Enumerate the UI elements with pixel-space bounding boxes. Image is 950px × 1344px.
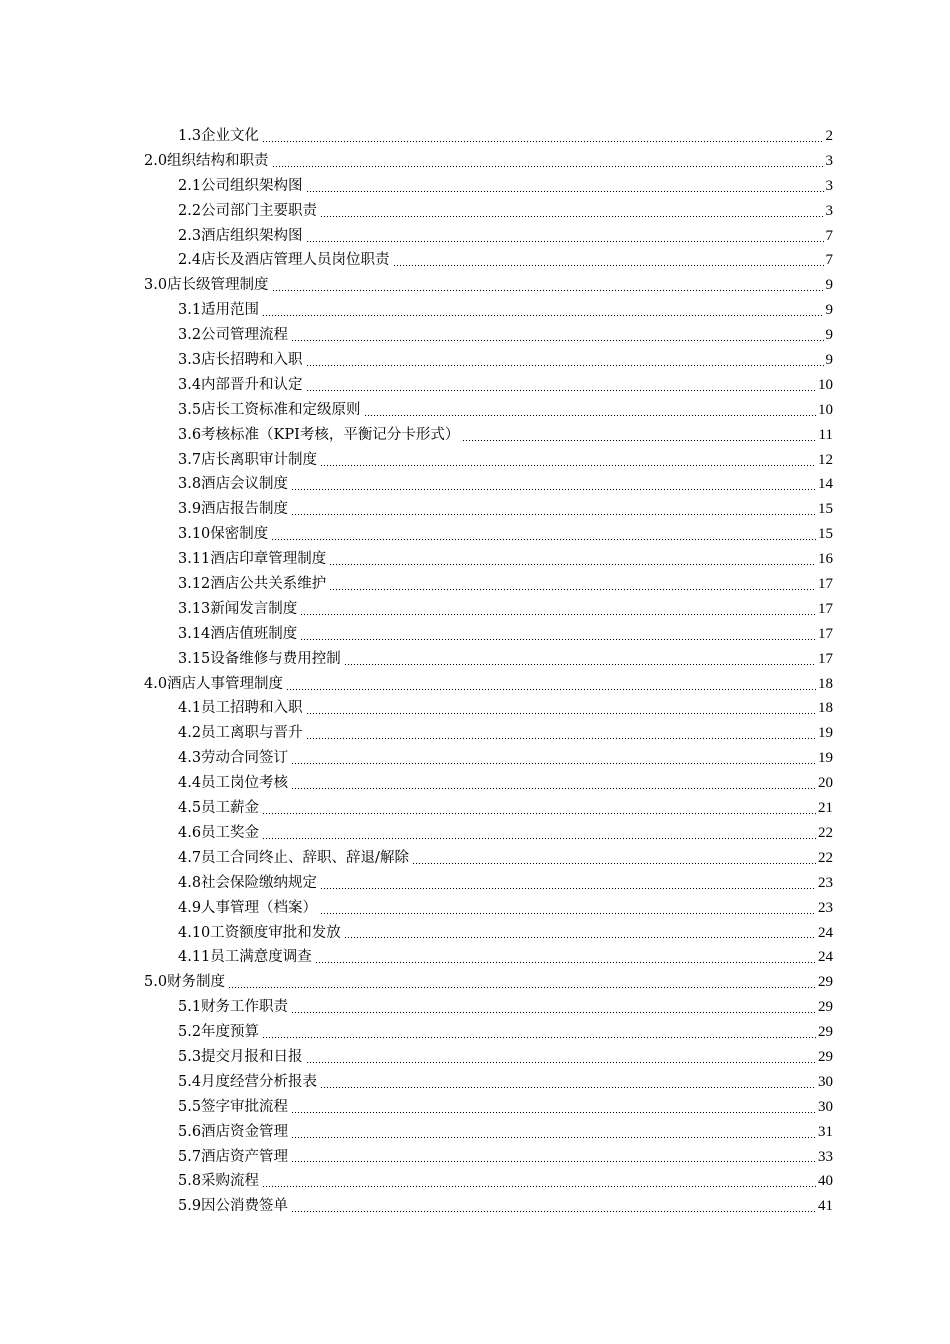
toc-dot-leader (300, 639, 816, 640)
toc-entry-label: 4.0酒店人事管理制度 (144, 675, 284, 692)
toc-entry[interactable] (178, 846, 833, 871)
toc-entry-page-number: 14 (818, 476, 833, 493)
toc-entry-page-number: 3 (825, 152, 833, 169)
toc-entry-page-number: 7 (825, 252, 833, 269)
toc-entry-page-number: 19 (818, 750, 833, 767)
toc-dot-leader (228, 987, 816, 988)
toc-dot-leader (306, 365, 824, 366)
toc-entry[interactable] (178, 1020, 833, 1045)
toc-entry-page-number: 3 (825, 202, 833, 219)
toc-entry-label: 5.5签字审批流程 (178, 1098, 289, 1115)
toc-dot-leader (320, 888, 816, 889)
toc-entry[interactable] (178, 1120, 833, 1145)
toc-entry-label: 3.12酒店公共关系维护 (178, 576, 327, 593)
toc-entry[interactable] (178, 298, 833, 323)
toc-entry-label: 4.7员工合同终止、辞职、辞退/解除 (178, 849, 409, 866)
toc-entry[interactable] (178, 124, 833, 149)
toc-dot-leader (262, 813, 816, 814)
toc-entry-label: 4.4员工岗位考核 (178, 775, 289, 792)
toc-dot-leader (291, 1112, 816, 1113)
toc-entry-page-number: 10 (818, 376, 833, 393)
toc-entry-label: 3.1适用范围 (178, 302, 260, 319)
toc-entry-page-number: 40 (818, 1173, 833, 1190)
toc-entry[interactable] (178, 497, 833, 522)
toc-entry[interactable] (178, 398, 833, 423)
toc-entry-label: 4.6员工奖金 (178, 824, 260, 841)
toc-entry[interactable] (178, 174, 833, 199)
toc-dot-leader (320, 465, 816, 466)
toc-dot-leader (286, 689, 816, 690)
toc-entry[interactable] (178, 224, 833, 249)
toc-dot-leader (291, 340, 823, 341)
toc-dot-leader (329, 589, 816, 590)
toc-entry-page-number: 9 (825, 302, 833, 319)
toc-entry-page-number: 9 (825, 327, 833, 344)
toc-entry-page-number: 20 (818, 775, 833, 792)
toc-entry-label: 4.10工资额度审批和发放 (178, 924, 341, 941)
toc-entry-page-number: 12 (818, 451, 833, 468)
toc-entry[interactable] (178, 921, 833, 946)
toc-entry-label: 3.8酒店会议制度 (178, 476, 289, 493)
toc-entry[interactable] (178, 522, 833, 547)
toc-dot-leader (262, 838, 816, 839)
toc-entry[interactable] (178, 821, 833, 846)
toc-entry[interactable] (178, 1045, 833, 1070)
toc-entry-label: 3.6考核标准（KPI考核，平衡记分卡形式） (178, 426, 460, 443)
toc-entry-page-number: 15 (818, 501, 833, 518)
toc-entry-page-number: 16 (818, 551, 833, 568)
toc-dot-leader (262, 315, 823, 316)
toc-entry[interactable] (178, 373, 833, 398)
toc-dot-leader (262, 141, 823, 142)
toc-entry-page-number: 15 (818, 526, 833, 543)
toc-entry-page-number: 7 (825, 227, 833, 244)
toc-entry-label: 3.11酒店印章管理制度 (178, 551, 327, 568)
toc-dot-leader (320, 216, 823, 217)
toc-entry-label: 5.2年度预算 (178, 1024, 260, 1041)
toc-dot-leader (306, 241, 824, 242)
toc-entry-page-number: 22 (818, 849, 833, 866)
toc-entry-label: 4.11员工满意度调查 (178, 949, 312, 966)
toc-entry-page-number: 21 (818, 800, 833, 817)
toc-dot-leader (315, 962, 816, 963)
toc-entry[interactable] (178, 746, 833, 771)
toc-entry-label: 3.7店长离职审计制度 (178, 451, 318, 468)
toc-entry-label: 5.4月度经营分析报表 (178, 1073, 318, 1090)
toc-entry[interactable] (178, 472, 833, 497)
toc-dot-leader (412, 863, 816, 864)
toc-dot-leader (291, 788, 816, 789)
toc-entry-page-number: 23 (818, 874, 833, 891)
toc-entry-page-number: 41 (818, 1198, 833, 1215)
toc-entry[interactable] (178, 796, 833, 821)
toc-entry-label: 4.1员工招聘和入职 (178, 700, 303, 717)
toc-dot-leader (262, 1186, 816, 1187)
toc-entry[interactable] (178, 1169, 833, 1194)
toc-entry[interactable] (178, 323, 833, 348)
toc-entry-label: 2.1公司组织架构图 (178, 177, 303, 194)
toc-entry-page-number: 29 (818, 974, 833, 991)
toc-entry-label: 3.10保密制度 (178, 526, 269, 543)
toc-entry-label: 1.3企业文化 (178, 128, 260, 144)
toc-dot-leader (300, 614, 816, 615)
toc-entry[interactable] (178, 1070, 833, 1095)
toc-entry-page-number: 30 (818, 1098, 833, 1115)
toc-entry-label: 3.4内部晋升和认定 (178, 376, 303, 393)
toc-entry-page-number: 23 (818, 899, 833, 916)
toc-entry[interactable] (178, 1095, 833, 1120)
toc-entry-page-number: 3 (825, 177, 833, 194)
toc-entry-label: 5.3提交月报和日报 (178, 1048, 303, 1065)
toc-entry[interactable] (178, 721, 833, 746)
toc-entry-page-number: 2 (825, 128, 833, 144)
toc-entry-page-number: 11 (818, 426, 833, 443)
toc-entry[interactable] (178, 547, 833, 572)
toc-entry-label: 3.2公司管理流程 (178, 327, 289, 344)
toc-entry[interactable] (178, 696, 833, 721)
toc-entry-label: 2.2公司部门主要职责 (178, 202, 318, 219)
toc-dot-leader (393, 265, 824, 266)
toc-dot-leader (306, 738, 816, 739)
toc-entry-page-number: 18 (818, 675, 833, 692)
toc-dot-leader (344, 937, 816, 938)
toc-entry-label: 3.9酒店报告制度 (178, 501, 289, 518)
toc-dot-leader (320, 1087, 816, 1088)
toc-entry[interactable] (178, 248, 833, 273)
toc-entry[interactable] (178, 871, 833, 896)
toc-entry-page-number: 19 (818, 725, 833, 742)
toc-entry-page-number: 17 (818, 600, 833, 617)
toc-entry[interactable] (178, 896, 833, 921)
toc-entry-page-number: 9 (825, 352, 833, 369)
toc-entry[interactable] (144, 273, 833, 298)
toc-entry-page-number: 29 (818, 1048, 833, 1065)
toc-entry-page-number: 17 (818, 625, 833, 642)
toc-entry[interactable] (178, 423, 833, 448)
toc-entry-page-number: 17 (818, 650, 833, 667)
toc-entry-label: 4.3劳动合同签订 (178, 750, 289, 767)
toc-entry-label: 3.0店长级管理制度 (144, 277, 269, 294)
toc-entry[interactable] (178, 448, 833, 473)
toc-dot-leader (320, 913, 816, 914)
toc-entry[interactable] (178, 348, 833, 373)
toc-entry-label: 5.8采购流程 (178, 1173, 260, 1190)
toc-dot-leader (272, 166, 824, 167)
toc-dot-leader (306, 390, 816, 391)
toc-entry-label: 3.3店长招聘和入职 (178, 352, 303, 369)
toc-dot-leader (364, 415, 816, 416)
toc-entry[interactable] (144, 672, 833, 697)
toc-dot-leader (462, 440, 816, 441)
toc-entry-page-number: 29 (818, 1024, 833, 1041)
toc-entry[interactable] (178, 572, 833, 597)
toc-entry[interactable] (178, 945, 833, 970)
toc-entry-page-number: 24 (818, 949, 833, 966)
toc-entry[interactable] (178, 1194, 833, 1219)
toc-entry-label: 5.9因公消费签单 (178, 1198, 289, 1215)
toc-dot-leader (291, 489, 816, 490)
toc-entry[interactable] (178, 771, 833, 796)
toc-entry-label: 5.1财务工作职责 (178, 999, 289, 1016)
toc-entry-label: 2.0组织结构和职责 (144, 152, 269, 169)
toc-entry-label: 2.3酒店组织架构图 (178, 227, 303, 244)
toc-entry[interactable] (178, 647, 833, 672)
toc-entry-page-number: 30 (818, 1073, 833, 1090)
toc-dot-leader (272, 290, 824, 291)
toc-dot-leader (262, 1037, 816, 1038)
toc-dot-leader (329, 564, 816, 565)
toc-dot-leader (306, 1062, 816, 1063)
toc-entry-label: 5.6酒店资金管理 (178, 1123, 289, 1140)
toc-entry-label: 4.2员工离职与晋升 (178, 725, 303, 742)
toc-dot-leader (291, 1012, 816, 1013)
table-of-contents (0, 124, 950, 1219)
toc-dot-leader (306, 713, 816, 714)
toc-entry-label: 3.5店长工资标准和定级原则 (178, 401, 361, 418)
toc-dot-leader (291, 1137, 816, 1138)
toc-dot-leader (306, 191, 824, 192)
toc-entry-page-number: 10 (818, 401, 833, 418)
toc-entry-page-number: 9 (825, 277, 833, 294)
toc-entry-page-number: 22 (818, 824, 833, 841)
toc-entry-label: 2.4店长及酒店管理人员岗位职责 (178, 252, 390, 269)
toc-entry-page-number: 29 (818, 999, 833, 1016)
toc-entry[interactable] (178, 1145, 833, 1170)
toc-dot-leader (271, 539, 816, 540)
toc-entry[interactable] (178, 995, 833, 1020)
toc-entry[interactable] (144, 149, 833, 174)
toc-entry-page-number: 24 (818, 924, 833, 941)
toc-dot-leader (291, 514, 816, 515)
toc-entry-label: 4.8社会保险缴纳规定 (178, 874, 318, 891)
toc-dot-leader (291, 1161, 816, 1162)
toc-entry-label: 3.14酒店值班制度 (178, 625, 298, 642)
toc-entry-label: 3.15设备维修与费用控制 (178, 650, 341, 667)
toc-entry-page-number: 17 (818, 576, 833, 593)
toc-entry-label: 5.0财务制度 (144, 974, 226, 991)
toc-entry[interactable] (178, 199, 833, 224)
toc-entry[interactable] (178, 622, 833, 647)
toc-entry[interactable] (144, 970, 833, 995)
toc-entry-page-number: 18 (818, 700, 833, 717)
toc-dot-leader (291, 763, 816, 764)
toc-dot-leader (344, 664, 816, 665)
toc-entry-page-number: 33 (818, 1148, 833, 1165)
toc-entry-label: 4.9人事管理（档案） (178, 899, 318, 916)
toc-entry-label: 5.7酒店资产管理 (178, 1148, 289, 1165)
toc-entry[interactable] (178, 597, 833, 622)
toc-entry-page-number: 31 (818, 1123, 833, 1140)
toc-entry-label: 4.5员工薪金 (178, 800, 260, 817)
toc-dot-leader (291, 1211, 816, 1212)
toc-entry-label: 3.13新闻发言制度 (178, 600, 298, 617)
